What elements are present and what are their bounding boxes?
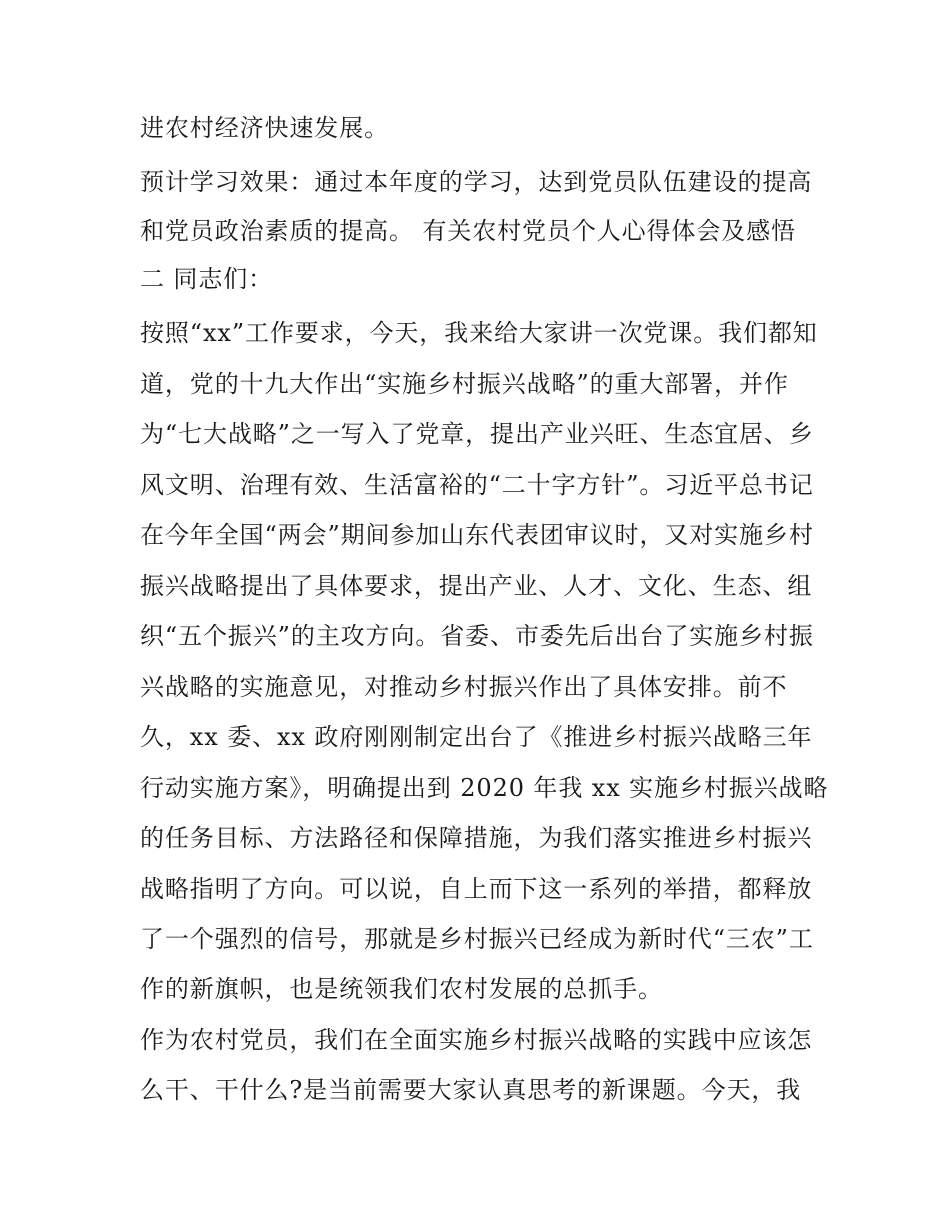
text-line: 行动实施方案》，明确提出到 2020 年我 xx 实施乡村振兴战略 bbox=[140, 774, 829, 802]
text-line: 风文明、治理有效、生活富裕的“二十字方针”。习近平总书记 bbox=[140, 471, 814, 499]
text-line: 振兴战略提出了具体要求，提出产业、人才、文化、生态、组 bbox=[140, 572, 813, 600]
text-line: 在今年全国“两会”期间参加山东代表团审议时，又对实施乡村 bbox=[140, 521, 814, 549]
text-line: 预计学习效果：通过本年度的学习，达到党员队伍建设的提高 bbox=[140, 168, 813, 196]
text-line: 久，xx 委、xx 政府刚刚制定出台了《推进乡村振兴战略三年 bbox=[140, 723, 813, 751]
text-line: 了一个强烈的信号，那就是乡村振兴已经成为新时代“三农”工 bbox=[140, 925, 814, 953]
text-line: 的任务目标、方法路径和保障措施，为我们落实推进乡村振兴 bbox=[140, 824, 813, 852]
text-line: 么干、干什么?是当前需要大家认真思考的新课题。今天，我 bbox=[140, 1076, 802, 1104]
text-line: 兴战略的实施意见，对推动乡村振兴作出了具体安排。前不 bbox=[140, 673, 788, 701]
text-line: 织“五个振兴”的主攻方向。省委、市委先后出台了实施乡村振 bbox=[140, 622, 814, 650]
text-line: 二 同志们： bbox=[140, 265, 274, 293]
text-line: 按照“xx”工作要求，今天，我来给大家讲一次党课。我们都知 bbox=[140, 319, 818, 347]
text-line: 进农村经济快速发展。 bbox=[140, 114, 389, 142]
text-line: 道，党的十九大作出“实施乡村振兴战略”的重大部署，并作 bbox=[140, 370, 789, 398]
text-line: 和党员政治素质的提高。 有关农村党员个人心得体会及感悟 bbox=[140, 217, 796, 245]
text-line: 战略指明了方向。可以说，自上而下这一系列的举措，都释放 bbox=[140, 875, 813, 903]
text-line: 作的新旗帜，也是统领我们农村发展的总抓手。 bbox=[140, 975, 663, 1003]
text-line: 为“七大战略”之一写入了党章，提出产业兴旺、生态宜居、乡 bbox=[140, 420, 814, 448]
text-line: 作为农村党员，我们在全面实施乡村振兴战略的实践中应该怎 bbox=[140, 1026, 813, 1054]
